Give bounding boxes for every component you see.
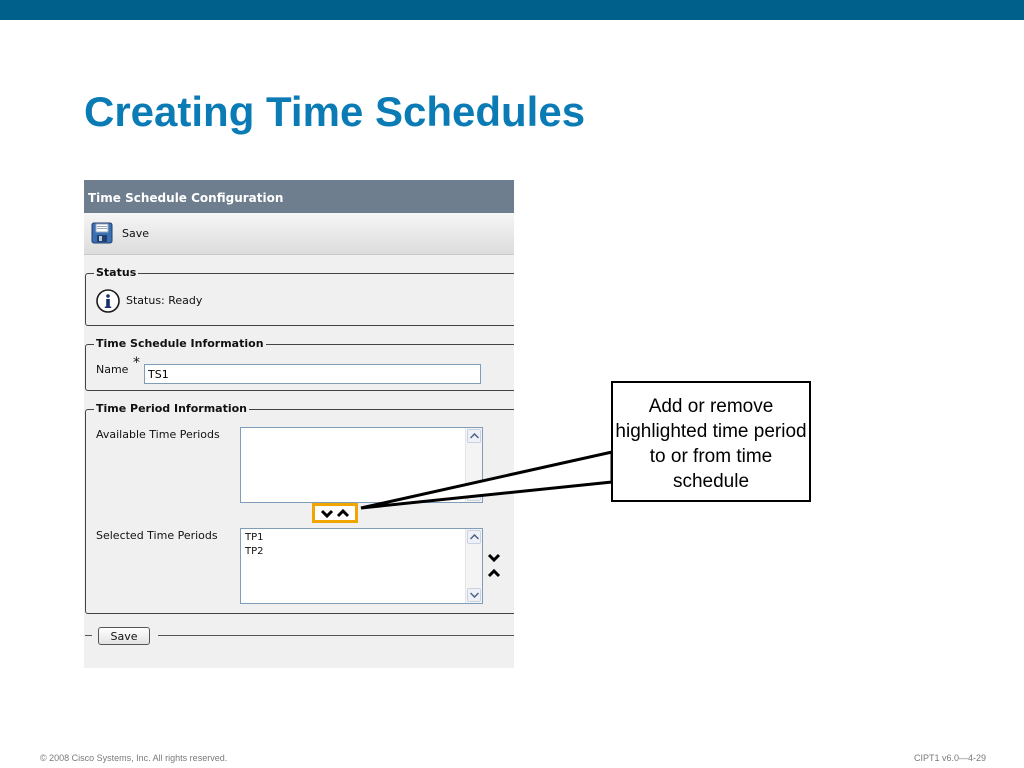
slide-number-footer: CIPT1 v6.0—4-29 <box>913 753 986 763</box>
schedule-info-legend: Time Schedule Information <box>96 337 264 350</box>
copyright-footer: © 2008 Cisco Systems, Inc. All rights reserved. <box>40 753 228 763</box>
name-label: Name <box>96 363 129 376</box>
panel-header-title: Time Schedule Configuration <box>84 180 514 213</box>
status-legend: Status <box>96 266 137 279</box>
required-marker: * <box>133 355 140 371</box>
available-time-periods-label: Available Time Periods <box>96 428 220 441</box>
slide-title: Creating Time Schedules <box>84 88 586 135</box>
list-item[interactable]: TP1 <box>245 532 264 543</box>
callout-box: Add or remove highlighted time period to or from time schedule <box>611 381 811 502</box>
period-info-legend: Time Period Information <box>96 402 247 415</box>
selected-time-periods-label: Selected Time Periods <box>96 529 218 542</box>
list-item[interactable]: TP2 <box>245 546 264 557</box>
status-text: Status: Ready <box>126 294 203 307</box>
toolbar-save-button[interactable]: Save <box>122 227 150 240</box>
save-button[interactable]: Save <box>98 627 150 645</box>
